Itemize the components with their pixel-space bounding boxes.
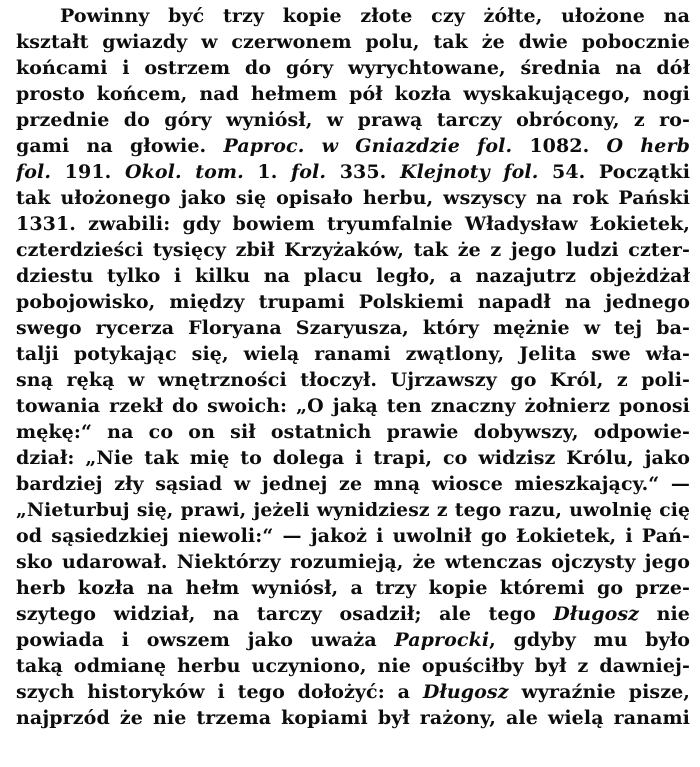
body-text: herb kozła na hełm wyniósł, a trzy kopie któremi go prze- xyxy=(16,577,690,599)
body-text: swego rycerza Floryana Szaryusza, który mężnie w tej ba- xyxy=(16,317,690,339)
text-line xyxy=(16,627,690,653)
body-text: , gdyby mu było xyxy=(489,629,690,651)
body-text: „Nieturbuj się, prawi, jeżeli wynidziesz z tego razu, uwolnię cię xyxy=(16,499,690,521)
text-line xyxy=(16,211,690,237)
body-text: sko udarował. Niektórzy rozumieją, że wtenczas ojczysty jego xyxy=(16,551,690,573)
body-text: wyraźnie pisze, xyxy=(508,681,690,703)
body-text: bardziej zły sąsiad w jednej ze mną wiosce mieszkający.“ — xyxy=(16,473,690,495)
text-line xyxy=(16,523,690,549)
text-line xyxy=(16,263,690,289)
body-text: przednie do góry wyniósł, w prawą tarczy obrócony, z ro- xyxy=(16,109,690,131)
text-line xyxy=(16,419,690,445)
text-line xyxy=(16,3,690,29)
text-line xyxy=(16,575,690,601)
body-text: sną ręką w wnętrzności tłoczył. Ujrzawszy go Król, z poli- xyxy=(16,369,690,391)
body-text: dział: „Nie tak mię to dolega i trapi, co widzisz Królu, jako xyxy=(16,447,690,469)
body-text: najprzód że nie trzema kopiami był rażony, ale wielą ranami xyxy=(16,707,690,729)
body-text: kształt gwiazdy w czerwonem polu, tak że dwie pobocznie xyxy=(16,31,690,53)
text-line xyxy=(16,81,690,107)
text-line xyxy=(16,159,690,185)
text-line xyxy=(16,445,690,471)
body-text: Powinny być trzy kopie złote czy żółte, ułożone na xyxy=(60,5,690,27)
body-text: towania rzekł do swoich: „O jaką ten znaczny żołnierz ponosi xyxy=(16,395,690,417)
text-line xyxy=(16,107,690,133)
body-text: końcami i ostrzem do góry wyrychtowane, średnia na dół xyxy=(16,57,690,79)
body-text: 1082. xyxy=(512,135,607,157)
text-line xyxy=(16,705,690,731)
body-text: gami na głowie. xyxy=(16,135,224,157)
body-text: talji potykając się, wielą ranami zwątlony, Jelita swe wła- xyxy=(16,343,690,365)
citation-text: Paproc. w Gniazdzie fol. xyxy=(223,135,513,157)
text-line xyxy=(16,601,690,627)
body-text: dziestu tylko i kilku na placu legło, a nazajutrz objeżdżał xyxy=(16,265,690,287)
body-text: prosto końcem, nad hełmem pół kozła wyskakującego, nogi xyxy=(16,83,690,105)
text-line xyxy=(16,133,690,159)
text-line xyxy=(16,679,690,705)
text-line xyxy=(16,549,690,575)
text-line xyxy=(16,55,690,81)
body-text: 1331. zwabili: gdy bowiem tryumfalnie Władysław Łokietek, xyxy=(16,213,690,235)
text-line xyxy=(16,289,690,315)
citation-text: Klejnoty fol. xyxy=(399,161,539,183)
text-line xyxy=(16,653,690,679)
body-text: mękę:“ na co on sił ostatnich prawie dobywszy, odpowie- xyxy=(16,421,690,443)
body-text: 1. xyxy=(243,161,292,183)
citation-text: Długosz xyxy=(422,681,509,703)
body-text: 191. xyxy=(51,161,125,183)
citation-text: Okol. tom. xyxy=(124,161,244,183)
body-text: nie xyxy=(639,603,690,625)
text-line xyxy=(16,341,690,367)
document-body xyxy=(16,3,690,731)
citation-text: fol. xyxy=(291,161,327,183)
text-line xyxy=(16,393,690,419)
body-text: 54. Początki xyxy=(538,161,690,183)
citation-text: Paprocki xyxy=(394,629,490,651)
body-text: od sąsiedzkiej niewoli:“ — jakoż i uwolnił go Łokietek, i Pań- xyxy=(16,525,690,547)
body-text: szych historyków i tego dołożyć: a xyxy=(16,681,423,703)
text-line xyxy=(16,315,690,341)
citation-text: O herb xyxy=(606,135,690,157)
body-text: szytego widział, na tarczy osadził; ale tego xyxy=(16,603,554,625)
text-line xyxy=(16,185,690,211)
text-line xyxy=(16,367,690,393)
body-text: pobojowisko, między trupami Polskiemi napadł na jednego xyxy=(16,291,690,313)
body-text: taką odmianę herbu uczyniono, nie opuściłby był z dawniej- xyxy=(16,655,690,677)
text-line xyxy=(16,471,690,497)
text-line xyxy=(16,29,690,55)
text-line xyxy=(16,497,690,523)
body-text: tak ułożonego jako się opisało herbu, wszyscy na rok Pański xyxy=(16,187,690,209)
body-text: powiada i owszem jako uważa xyxy=(16,629,395,651)
text-line xyxy=(16,237,690,263)
body-text: czterdzieści tysięcy zbił Krzyżaków, tak że z jego ludzi czter- xyxy=(16,239,690,261)
body-text: 335. xyxy=(326,161,400,183)
citation-text: fol. xyxy=(16,161,52,183)
citation-text: Długosz xyxy=(553,603,640,625)
